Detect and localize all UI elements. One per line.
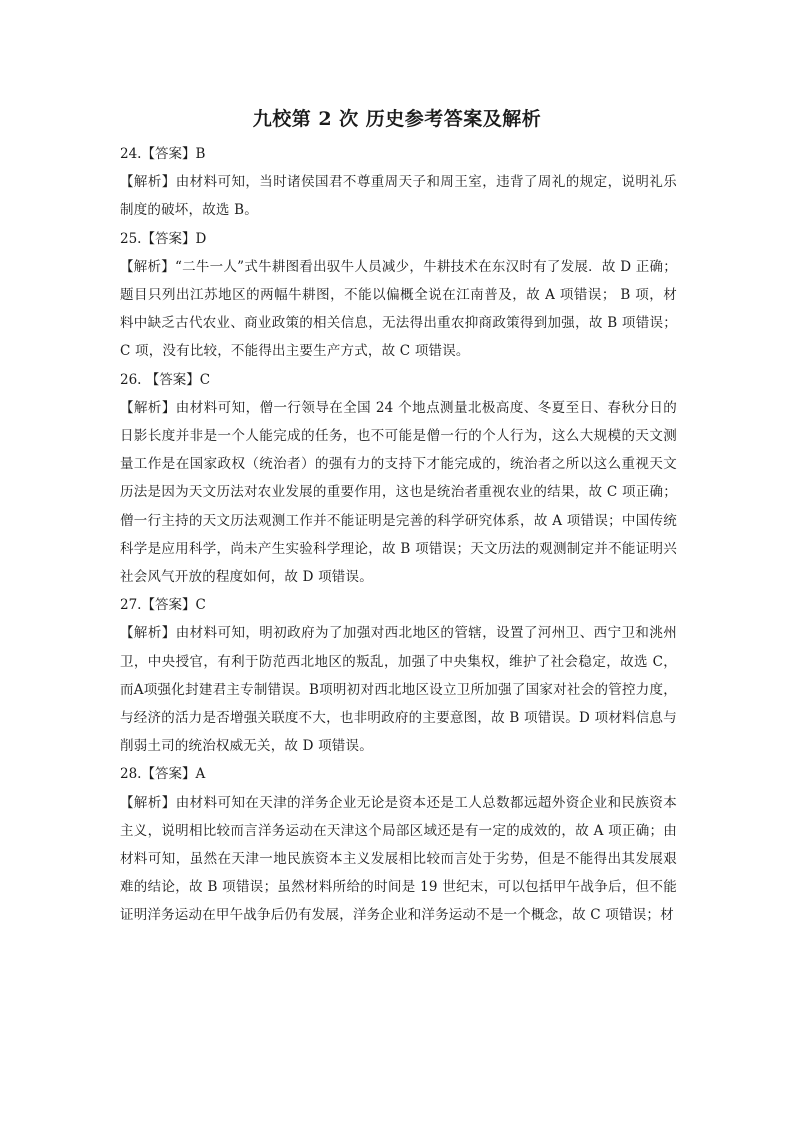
question-25 [120,225,677,366]
question-27 [120,591,677,760]
page-title: 九校第 2 次 历史参考答案及解析 [252,108,542,130]
answer-line: 28.【答案】A [120,766,206,783]
analysis-paragraph: 【解析】由材料可知，当时诸侯国君不尊重周天子和周王室，违背了周礼的规定，说明礼乐制度的破坏，故选 B。 [120,174,677,219]
analysis-paragraph: 【解析】“二牛一人”式牛耕图看出驭牛人员减少，牛耕技术在东汉时有了发展．故 D 正确；题目只列出江苏地区的两幅牛耕图，不能以偏概全说在江南普及，故 A 项错误； B 项，材料中缺乏古代农业、商业政策的相关信息，无法得出重农抑商政策得到加强，故 B 项错误；C 项，没有比较，不能得出主要生产方式，故 C 项错误。 [120,258,677,360]
question-28 [120,760,677,929]
question-26 [120,366,677,592]
answer-line: 27.【答案】C [120,597,206,614]
question-24 [120,140,677,225]
answer-list [120,140,677,930]
analysis-paragraph: 【解析】由材料可知，明初政府为了加强对西北地区的管辖，设置了河州卫、西宁卫和洮州卫，中央授官，有利于防范西北地区的叛乱，加强了中央集权，维护了社会稳定，故选 C，而A项强化封建君主专制错误。B项明初对西北地区设立卫所加强了国家对社会的管控力度，与经济的活力是否增强关联度不大，也非明政府的主要意图，故 B 项错误。D 项材料信息与削弱土司的统治权威无关，故 D 项错误。 [120,625,677,755]
answer-line: 26. 【答案】C [120,371,211,388]
answer-line: 25.【答案】D [120,230,207,247]
analysis-paragraph: 【解析】由材料可知，僧一行领导在全国 24 个地点测量北极高度、冬夏至日、春秋分日的日影长度并非是一个人能完成的任务，也不可能是僧一行的个人行为，这么大规模的天文测量工作是在国家政权（统治者）的强有力的支持下才能完成的，统治者之所以这么重视天文历法是因为天文历法对农业发展的重要作用，这也是统治者重视农业的结果，故 C 项正确；僧一行主持的天文历法观测工作并不能证明是完善的科学研究体系，故 A 项错误；中国传统科学是应用科学，尚未产生实验科学理论，故 B 项错误；天文历法的观测制定并不能证明兴社会风气开放的程度如何，故 D 项错误。 [120,399,677,586]
analysis-paragraph: 【解析】由材料可知在天津的洋务企业无论是资本还是工人总数都远超外资企业和民族资本主义，说明相比较而言洋务运动在天津这个局部区域还是有一定的成效的，故 A 项正确；由材料可知，虽然在天津一地民族资本主义发展相比较而言处于劣势，但是不能得出其发展艰难的结论，故 B 项错误；虽然材料所给的时间是 19 世纪末，可以包括甲午战争后，但不能证明洋务运动在甲午战争后仍有发展，洋务企业和洋务运动不是一个概念，故 C 项错误；材 [120,794,677,924]
answer-line: 24.【答案】B [120,146,206,162]
